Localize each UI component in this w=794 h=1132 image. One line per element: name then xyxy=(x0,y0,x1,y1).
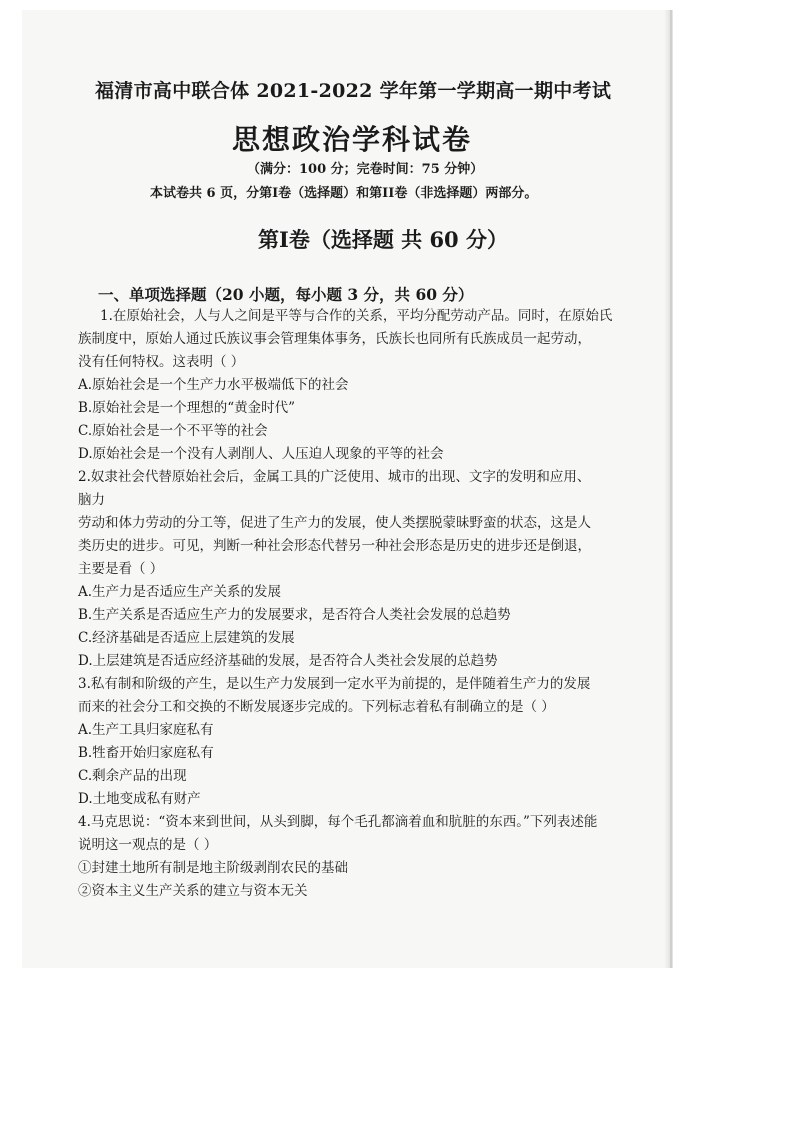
option-b: B.生产关系是否适应生产力的发展要求，是否符合人类社会发展的总趋势 xyxy=(78,607,511,623)
question-stem-line: 没有任何特权。这表明（ ） xyxy=(78,354,245,370)
option-c: C.剩余产品的出现 xyxy=(78,768,187,784)
question-stem-line: 说明这一观点的是（ ） xyxy=(78,837,218,853)
question-stem-line: 4.马克思说：“资本来到世间，从头到脚，每个毛孔都滴着血和肮脏的东西。”下列表述能 xyxy=(78,814,598,830)
option-b: B.原始社会是一个理想的“黄金时代” xyxy=(78,400,296,416)
option-c: C.原始社会是一个不平等的社会 xyxy=(78,423,268,439)
question-2 xyxy=(78,466,630,673)
option-a: A.生产力是否适应生产关系的发展 xyxy=(78,584,282,600)
exam-intro: 本试卷共 6 页，分第I卷（选择题）和第II卷（非选择题）两部分。 xyxy=(150,186,538,201)
option-a: A.生产工具归家庭私有 xyxy=(78,722,214,738)
question-1 xyxy=(78,305,630,466)
question-stem-line: 1.在原始社会，人与人之间是平等与合作的关系，平均分配劳动产品。同时，在原始氏 xyxy=(100,308,613,324)
question-4 xyxy=(78,811,630,903)
option-c: C.经济基础是否适应上层建筑的发展 xyxy=(78,630,295,646)
volume-title: 第I卷（选择题 共 60 分） xyxy=(258,227,508,252)
question-stem-line: 脑力 xyxy=(78,492,105,508)
question-stem-line: 类历史的进步。可见，判断一种社会形态代替另一种社会形态是历史的进步还是倒退， xyxy=(78,538,591,554)
statement-1: ①封建土地所有制是地主阶级剥削农民的基础 xyxy=(78,860,348,876)
option-d: D.原始社会是一个没有人剥削人、人压迫人现象的平等的社会 xyxy=(78,446,444,462)
exam-subject-title: 思想政治学科试卷 xyxy=(232,123,473,156)
question-stem-line: 主要是看（ ） xyxy=(78,561,164,577)
question-stem-line: 族制度中，原始人通过氏族议事会管理集体事务，氏族长也同所有氏族成员一起劳动， xyxy=(78,331,591,347)
option-b: B.牲畜开始归家庭私有 xyxy=(78,745,214,761)
statement-2: ②资本主义生产关系的建立与资本无关 xyxy=(78,883,308,899)
option-d: D.土地变成私有财产 xyxy=(78,791,201,807)
question-stem-line: 劳动和体力劳动的分工等，促进了生产力的发展，使人类摆脱蒙昧野蛮的状态，这是人 xyxy=(78,515,591,531)
score-time-info: （满分：100 分；完卷时间：75 分钟） xyxy=(247,162,484,177)
question-stem-line: 而来的社会分工和交换的不断发展逐步完成的。下列标志着私有制确立的是（ ） xyxy=(78,699,555,715)
exam-school-title: 福清市高中联合体 2021-2022 学年第一学期高一期中考试 xyxy=(95,80,612,102)
option-d: D.上层建筑是否适应经济基础的发展，是否符合人类社会发展的总趋势 xyxy=(78,653,498,669)
question-stem-line: 3.私有制和阶级的产生，是以生产力发展到一定水平为前提的，是伴随着生产力的发展 xyxy=(78,676,591,692)
question-stem-line: 2.奴隶社会代替原始社会后，金属工具的广泛使用、城市的出现、文字的发明和应用、 xyxy=(78,469,591,485)
section-title: 一、单项选择题（20 小题，每小题 3 分，共 60 分） xyxy=(98,285,474,304)
question-3 xyxy=(78,673,630,811)
paper-edge-shadow xyxy=(664,10,670,968)
option-a: A.原始社会是一个生产力水平极端低下的社会 xyxy=(78,377,349,393)
